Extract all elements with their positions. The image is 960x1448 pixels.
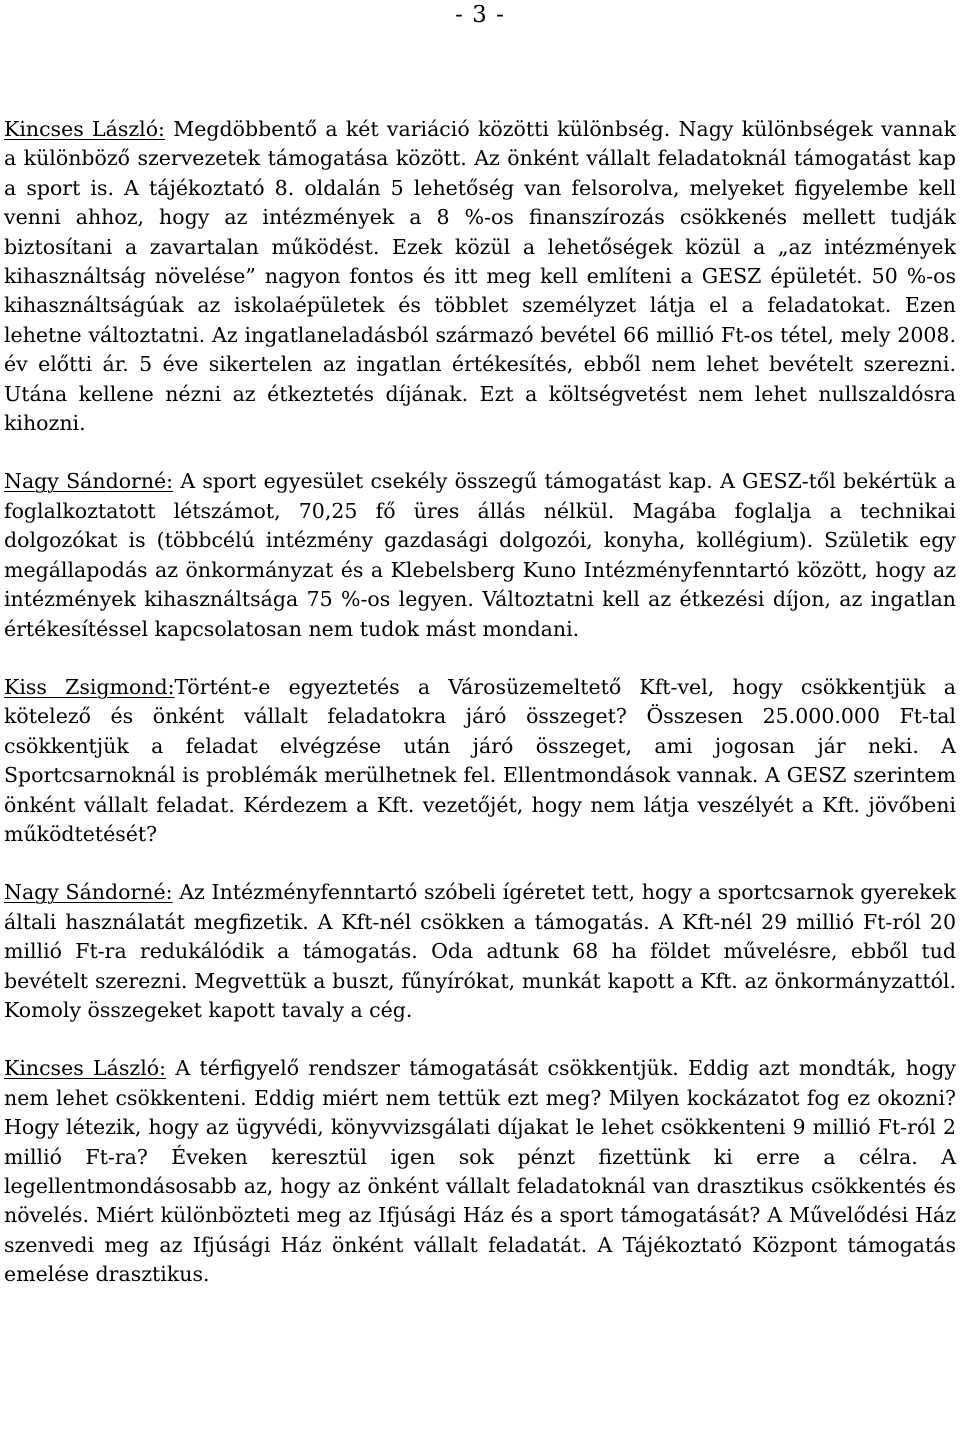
paragraph-text: A térfigyelő rendszer támogatását csökkentjük. Eddig azt mondták, hogy nem lehet csökkenteni. Eddig miért nem tettük ezt meg? Milyen kockázatot fog ez okozni? Hogy létezik, hogy az ügyvédi, könyvvizsgálati díjakat le lehet csökkenteni 9 millió Ft-ról 2 millió Ft-ra? Éveken keresztül igen sok pénzt fizettünk ki erre a célra. A legellentmondásosabb az, hogy az önként vállalt feladatoknál van drasztikus csökkentés és növelés. Miért különbözteti meg az Ifjúsági Ház és a sport támogatását? A Művelődési Ház szenvedi meg az Ifjúsági Ház önként vállalt feladatát. A Tájékoztató Központ támogatás emelése drasztikus. bbox=[4, 1056, 956, 1287]
speaker-name: Nagy Sándorné: bbox=[4, 469, 174, 494]
paragraph-text: A sport egyesület csekély összegű támogatást kap. A GESZ-től bekértük a foglalkoztatott létszámot, 70,25 fő üres állás nélkül. Magába foglalja a technikai dolgozókat is (többcélú intézmény gazdasági dolgozói, konyha, kollégium). Születik egy megállapodás az önkormányzat és a Klebelsberg Kuno Intézményfenntartó között, hogy az intézmények kihasználtsága 75 %-os legyen. Változtatni kell az étkezési díjon, az ingatlan értékesítéssel kapcsolatosan nem tudok mást mondani. bbox=[4, 469, 956, 641]
paragraph-kiss-1 bbox=[4, 673, 956, 849]
speaker-name: Kincses László: bbox=[4, 117, 165, 141]
page-number: - 3 - bbox=[455, 2, 505, 28]
paragraph-text: Az Intézményfenntartó szóbeli ígéretet tett, hogy a sportcsarnok gyerekek általi használatát megfizetik. A Kft-nél csökken a támogatás. A Kft-nél 29 millió Ft-ról 20 millió Ft-ra redukálódik a támogatás. Oda adtunk 68 ha földet művelésre, ebből tud bevételt szerezni. Megvettük a buszt, fűnyírókat, munkát kapott a Kft. az önkormányzattól. Komoly összegeket kapott tavaly a cég. bbox=[4, 880, 957, 1022]
paragraph-kincses-2 bbox=[4, 1054, 956, 1289]
speaker-name: Kincses László: bbox=[4, 1056, 167, 1081]
document-body bbox=[4, 115, 956, 1319]
paragraph-text: Történt-e egyeztetés a Városüzemeltető Kft-vel, hogy csökkentjük a kötelező és önként vállalt feladatokra járó összeget? Összesen 25.000.000 Ft-tal csökkentjük a feladat elvégzése után járó összeget, ami jogosan jár neki. A Sportcsarnoknál is problémák merülhetnek fel. Ellentmondások vannak. A GESZ szerintem önként vállalt feladat. Kérdezem a Kft. vezetőjét, hogy nem látja veszélyét a Kft. jövőbeni működtetését? bbox=[4, 674, 956, 846]
speaker-name: Kiss Zsigmond: bbox=[4, 674, 175, 699]
paragraph-nagy-1 bbox=[4, 467, 956, 643]
paragraph-nagy-2 bbox=[4, 878, 956, 1025]
paragraph-kincses-1 bbox=[4, 115, 956, 438]
paragraph-text: Megdöbbentő a két variáció közötti különbség. Nagy különbségek vannak a különböző szervezetek támogatása között. Az önként vállalt feladatoknál támogatást kap a sport is. A tájékoztató 8. oldalán 5 lehetőség van felsorolva, melyeket figyelembe kell venni ahhoz, hogy az intézmények a 8 %-os finanszírozás csökkenés mellett tudják biztosítani a zavartalan működést. Ezek közül a lehetőségek közül a „az intézmények kihasználtság növelése” nagyon fontos és itt meg kell említeni a GESZ épületét. 50 %-os kihasználtságúak az iskolaépületek és többlet személyzet látja el a feladatokat. Ezen lehetne változtatni. Az ingatlaneladásból származó bevétel 66 millió Ft-os tétel, mely 2008. év előtti ár. 5 éve sikertelen az ingatlan értékesítés, ebből nem lehet bevételt szerezni. Utána kellene nézni az étkeztetés díjának. Ezt a költségvetést nem lehet nullszaldósra kihozni. bbox=[4, 117, 956, 436]
speaker-name: Nagy Sándorné: bbox=[4, 880, 173, 905]
